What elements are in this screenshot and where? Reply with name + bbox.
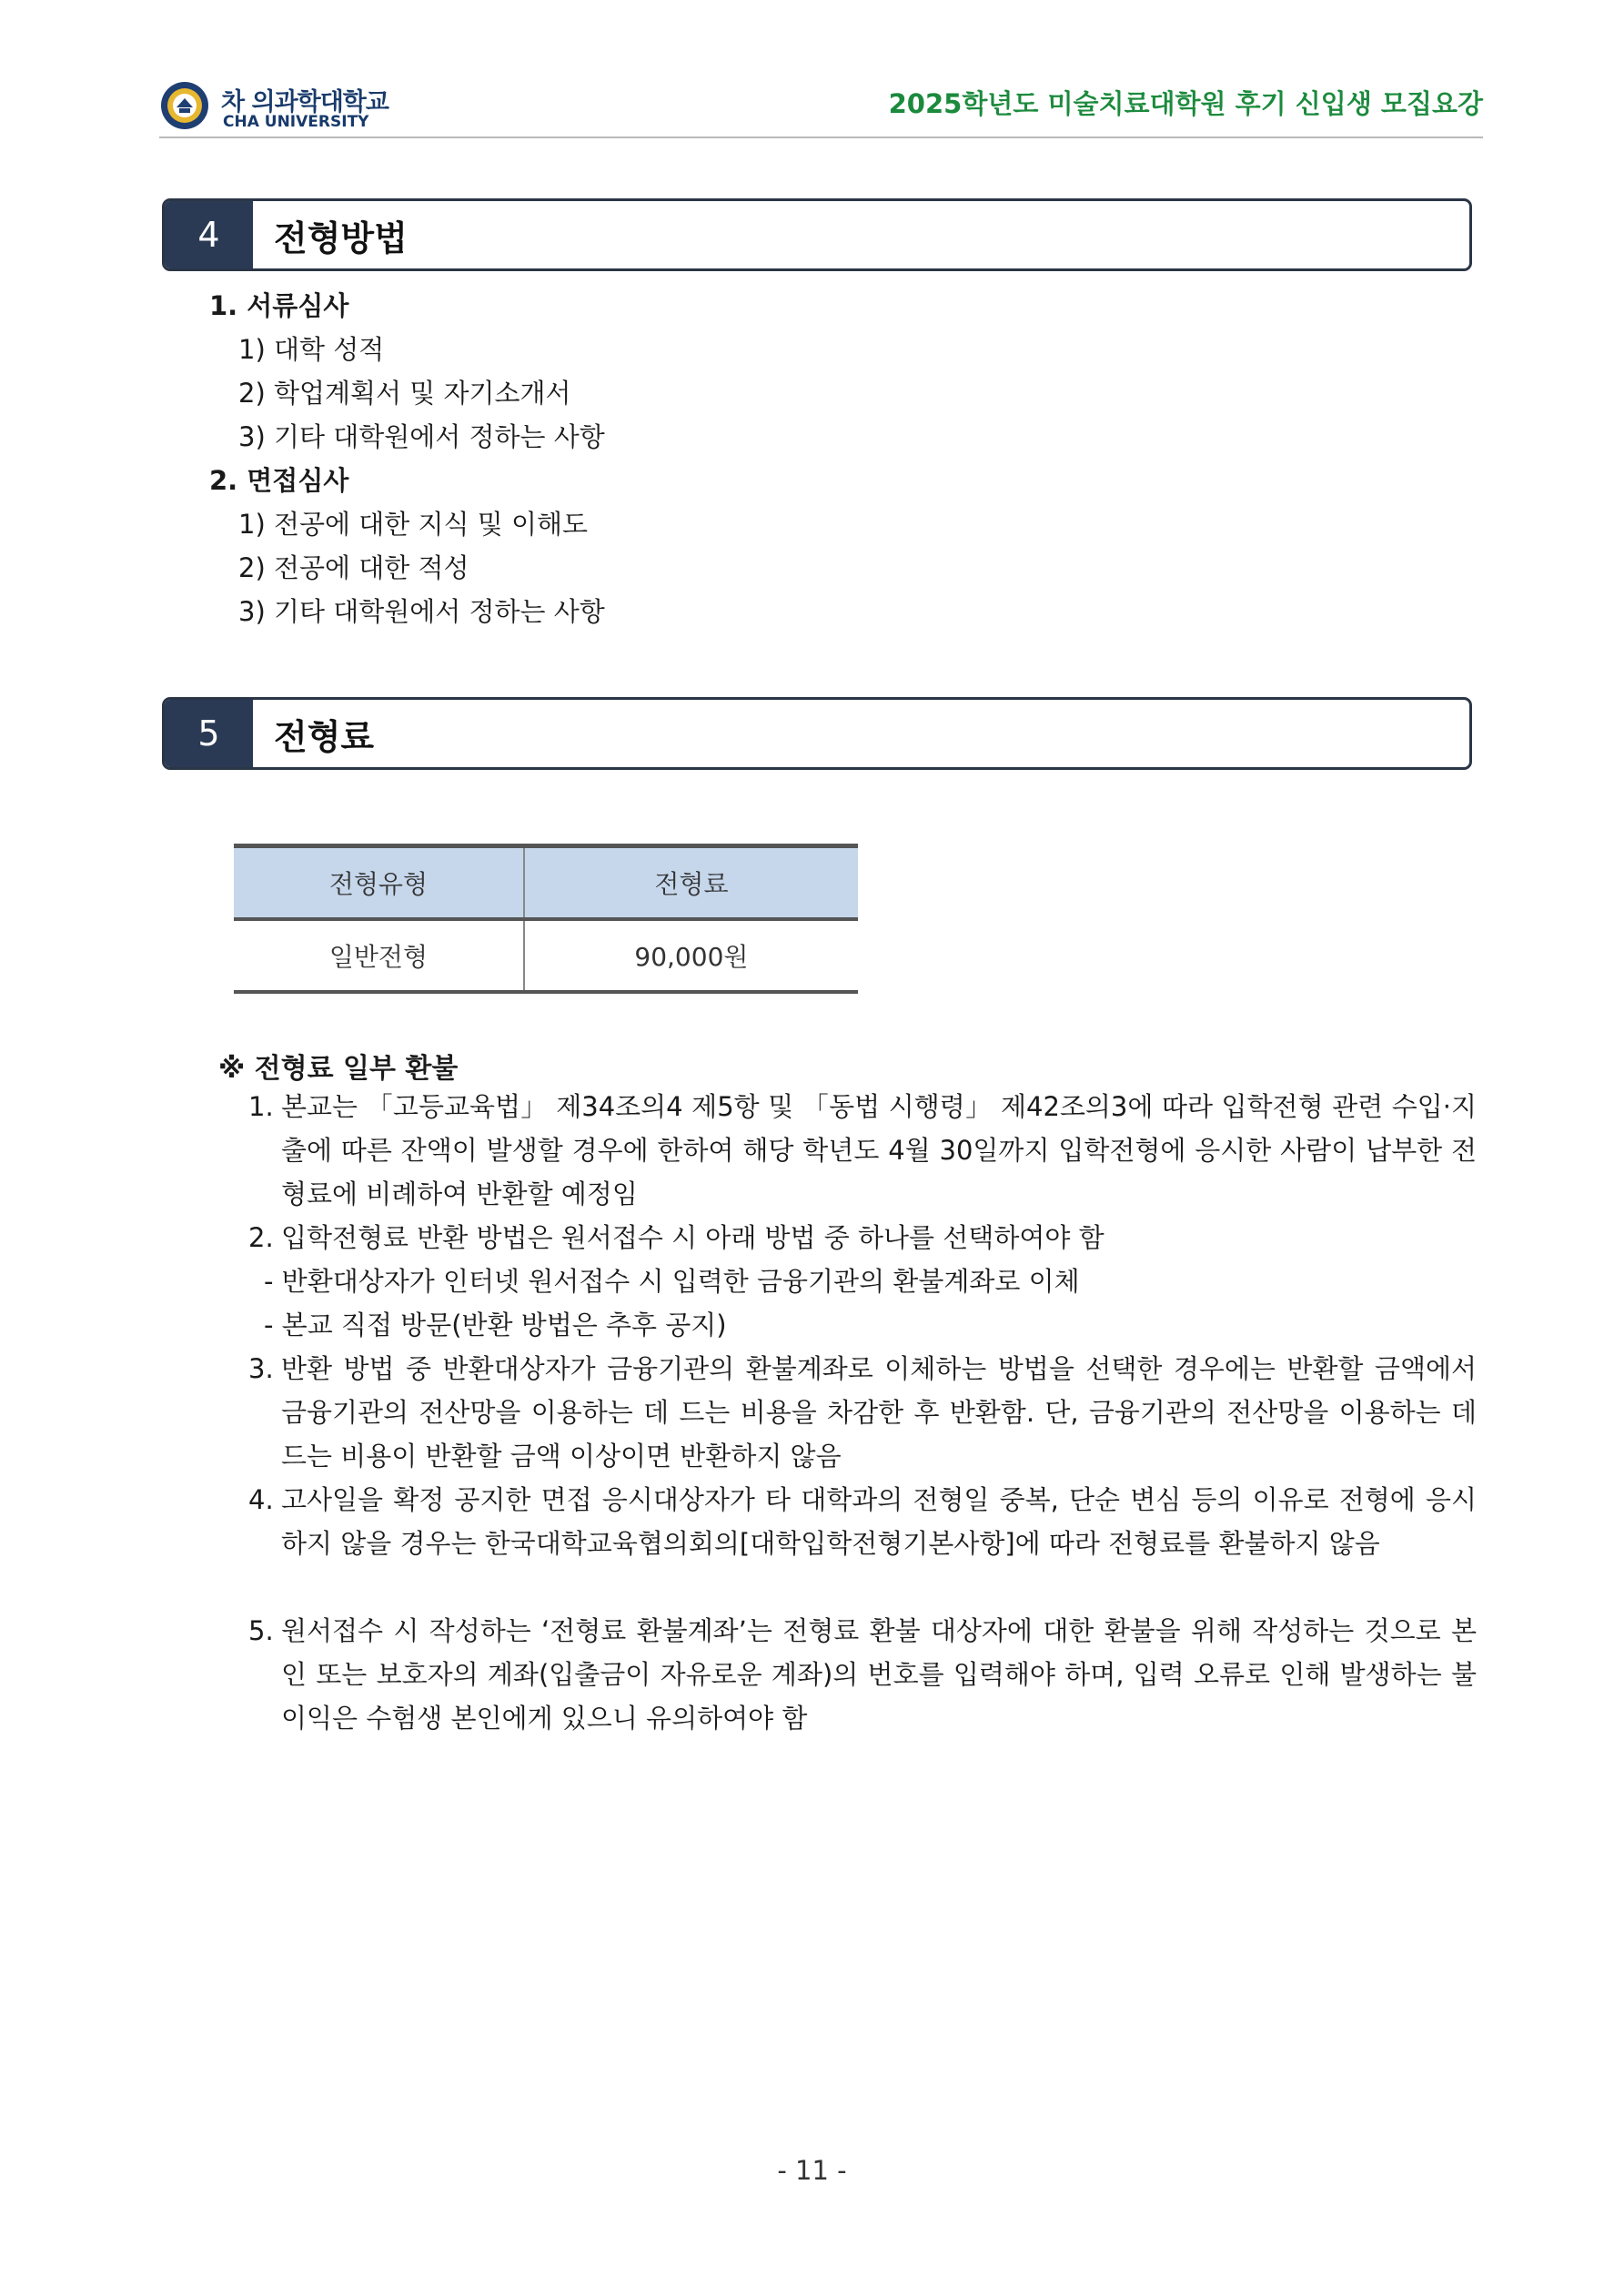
university-name-ko: 차 의과학대학교 (221, 88, 388, 116)
university-name-en: CHA UNIVERSITY (223, 113, 369, 131)
section-title: 전형료 (274, 716, 375, 757)
university-seal-icon (159, 80, 210, 131)
refund-item (248, 1085, 1477, 1216)
table-header-row (234, 846, 858, 920)
refund-sub-item: - 반환대상자가 인터넷 원서접수 시 입력한 금융기관의 환불계좌로 이체 (264, 1266, 1080, 1297)
item-number: 1. (248, 1091, 274, 1122)
method-group-label: 2. 면접심사 (209, 465, 349, 496)
table-cell: 일반전형 (234, 919, 524, 992)
section-4-heading (162, 198, 1472, 271)
section-number: 5 (165, 700, 253, 767)
refund-item (248, 1609, 1477, 1740)
item-text: 입학전형료 반환 방법은 원서접수 시 아래 방법 중 하나를 선택하여야 함 (281, 1222, 1105, 1253)
method-item: 2) 전공에 대한 적성 (238, 552, 469, 583)
refund-item (248, 1216, 1477, 1259)
header-divider (159, 137, 1483, 138)
item-number: 4. (248, 1484, 274, 1515)
item-number: 5. (248, 1615, 274, 1646)
refund-sub-item: - 본교 직접 방문(반환 방법은 추후 공지) (264, 1310, 727, 1340)
section-title: 전형방법 (274, 217, 408, 258)
page-number: - 11 - (777, 2155, 847, 2186)
item-text: 본교는 「고등교육법」 제34조의4 제5항 및 「동법 시행령」 제42조의3에 따라 입학전형 관련 수입·지출에 따른 잔액이 발생할 경우에 한하여 해당 학년도 4월 30일까지 입학전형에 응시한 사람이 납부한 전형료에 비례하여 반환할 예정임 (281, 1091, 1477, 1209)
column-header: 전형유형 (234, 846, 524, 920)
refund-item (248, 1478, 1477, 1565)
item-text: 반환 방법 중 반환대상자가 금융기관의 환불계좌로 이체하는 방법을 선택한 경우에는 반환할 금액에서 금융기관의 전산망을 이용하는 데 드는 비용을 차감한 후 반환함. 단, 금융기관의 전산망을 이용하는 데 드는 비용이 반환할 금액 이상이면 반환하지 않음 (281, 1353, 1477, 1472)
item-text: 원서접수 시 작성하는 ‘전형료 환불계좌’는 전형료 환불 대상자에 대한 환불을 위해 작성하는 것으로 본인 또는 보호자의 계좌(입출금이 자유로운 계좌)의 번호를 입력해야 하며, 입력 오류로 인해 발생하는 불이익은 수험생 본인에게 있으니 유의하여야 함 (281, 1615, 1477, 1734)
method-item: 3) 기타 대학원에서 정하는 사항 (238, 421, 605, 452)
column-header: 전형료 (524, 846, 858, 920)
item-number: 2. (248, 1222, 274, 1253)
method-item: 1) 전공에 대한 지식 및 이해도 (238, 509, 589, 540)
refund-item (248, 1347, 1477, 1478)
method-group-label: 1. 서류심사 (209, 290, 349, 321)
table-cell: 90,000원 (524, 919, 858, 992)
item-text: 고사일을 확정 공지한 면접 응시대상자가 타 대학과의 전형일 중복, 단순 변심 등의 이유로 전형에 응시하지 않을 경우는 한국대학교육협의회의[대학입학전형기본사항]에 따라 전형료를 환불하지 않음 (281, 1484, 1477, 1559)
document-title: 2025학년도 미술치료대학원 후기 신입생 모집요강 (888, 88, 1483, 119)
table-row (234, 919, 858, 992)
section-5-heading (162, 697, 1472, 770)
page-header (159, 80, 1483, 138)
fee-table (234, 844, 858, 994)
refund-heading: ※ 전형료 일부 환불 (218, 1053, 459, 1085)
method-item: 3) 기타 대학원에서 정하는 사항 (238, 596, 605, 627)
item-number: 3. (248, 1353, 274, 1384)
section-number: 4 (165, 201, 253, 268)
method-item: 1) 대학 성적 (238, 334, 385, 365)
method-item: 2) 학업계획서 및 자기소개서 (238, 378, 571, 409)
